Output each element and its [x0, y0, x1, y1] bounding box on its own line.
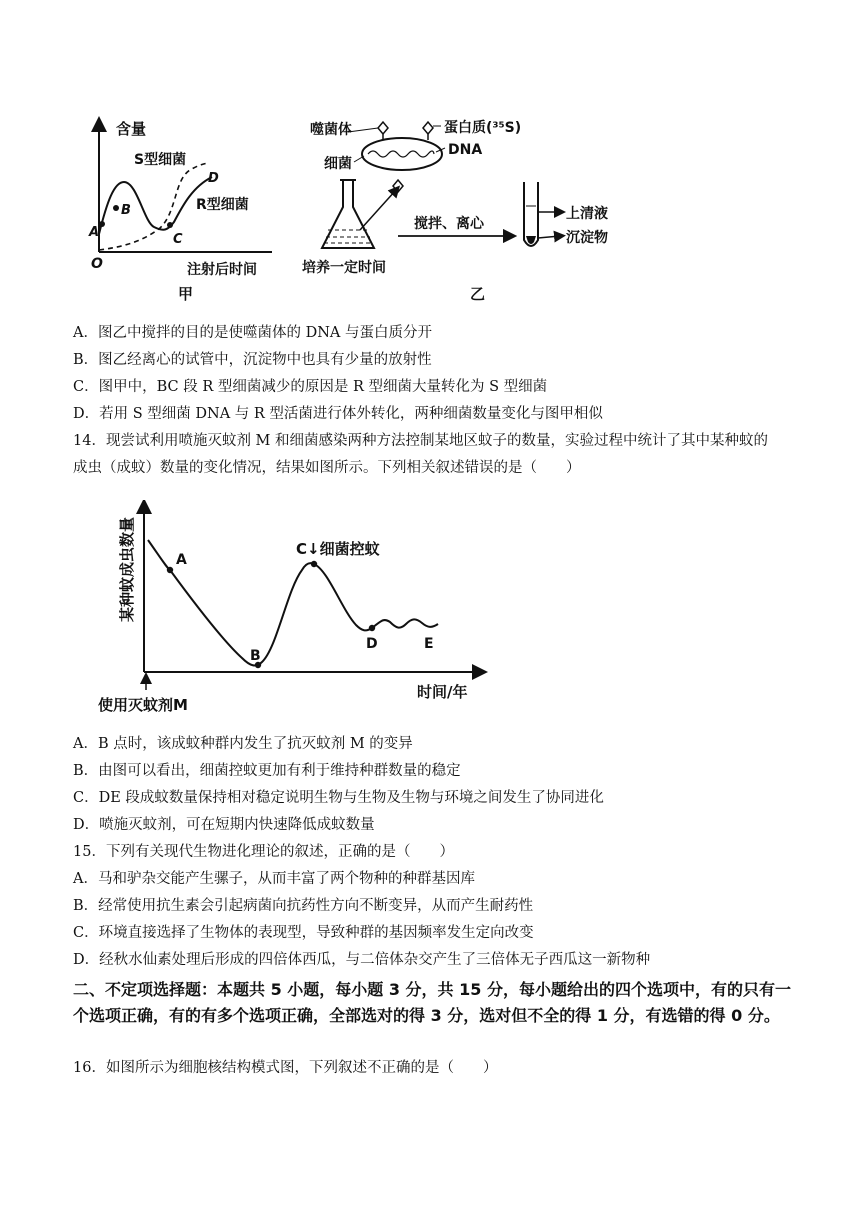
- point-c: [167, 222, 173, 228]
- point-b: [113, 205, 119, 211]
- label-d: D: [208, 171, 219, 186]
- phage-icon: [378, 122, 388, 140]
- process-label: 搅拌、离心: [414, 216, 484, 232]
- y-axis-label: 含量: [116, 120, 147, 138]
- label-c: C: [173, 232, 183, 247]
- q14-option-b: B．由图可以看出，细菌控蚊更加有利于维持种群数量的稳定: [73, 763, 461, 779]
- x-axis-label: 时间/年: [417, 683, 468, 701]
- point-a: [167, 567, 173, 573]
- point-a: [99, 221, 105, 227]
- figure-14: [92, 500, 492, 718]
- section-2-heading: 二、不定项选择题：本题共 5 小题，每小题 3 分，共 15 分，每小题给出的四个选项中，有的只有一个选项正确，有的有多个选项正确，全部选对的得 3 分，选对但不全的得 1 分，有选错的得 0 分。: [73, 980, 791, 1025]
- q15-option-a: A．马和驴杂交能产生骡子，从而丰富了两个物种的种群基因库: [73, 871, 475, 887]
- culture-label: 培养一定时间: [302, 260, 386, 276]
- q16-stem: 16．如图所示为细胞核结构模式图，下列叙述不正确的是（ ）: [73, 1060, 498, 1076]
- q15-option-c: C．环境直接选择了生物体的表现型，导致种群的基因频率发生定向改变: [73, 925, 534, 941]
- protein-label: 蛋白质(³⁵S): [444, 120, 522, 136]
- point-d: [369, 625, 375, 631]
- q15-stem: 15．下列有关现代生物进化理论的叙述，正确的是（ ）: [73, 844, 454, 860]
- label-b: B: [250, 648, 261, 664]
- q14-stem-line-2: 成虫（成蚊）数量的变化情况，结果如图所示。下列相关叙述错误的是（ ）: [73, 460, 581, 476]
- label-d: D: [366, 636, 378, 652]
- q15-option-d: D．经秋水仙素处理后形成的四倍体西瓜，与二倍体杂交产生了三倍体无子西瓜这一新物种: [73, 952, 651, 968]
- point-c: [311, 561, 317, 567]
- dna-strand: [368, 151, 434, 157]
- q13-option-a: A．图乙中搅拌的目的是使噬菌体的 DNA 与蛋白质分开: [73, 325, 432, 341]
- q13-option-b: B．图乙经离心的试管中，沉淀物中也具有少量的放射性: [73, 352, 432, 368]
- label-a: A: [176, 552, 187, 568]
- q13-option-d: D．若用 S 型细菌 DNA 与 R 型活菌进行体外转化，两种细菌数量变化与图甲相似: [73, 406, 603, 422]
- q14-option-c: C．DE 段成蚊数量保持相对稳定说明生物与生物及生物与环境之间发生了协同进化: [73, 790, 604, 806]
- label-a: A: [89, 225, 100, 240]
- label-e: E: [424, 636, 434, 652]
- label-b: B: [121, 203, 131, 218]
- s-curve-label: S型细菌: [134, 152, 187, 168]
- figure-jia: [82, 112, 292, 307]
- q14-option-d: D．喷施灭蚊剂，可在短期内快速降低成蚊数量: [73, 817, 375, 833]
- supernatant-label: 上清液: [566, 206, 608, 222]
- figure-yi: [298, 112, 658, 307]
- caption-yi: 乙: [470, 285, 486, 303]
- start-label: 使用灭蚊剂M: [98, 696, 188, 714]
- phage-icon-3: [393, 180, 403, 192]
- bacteria-label: 细菌: [324, 156, 352, 172]
- r-curve-label: R型细菌: [196, 197, 249, 213]
- q14-option-a: A．B 点时，该成蚊种群内发生了抗灭蚊剂 M 的变异: [73, 736, 413, 752]
- bacterium-cell: [362, 138, 442, 170]
- caption-jia: 甲: [178, 285, 194, 303]
- phage-label: 噬菌体: [310, 122, 352, 138]
- phage-icon-2: [423, 122, 433, 140]
- x-axis-label: 注射后时间: [187, 262, 257, 278]
- q14-stem-line-1: 14．现尝试利用喷施灭蚊剂 M 和细菌感染两种方法控制某地区蚊子的数量，实验过程中统计了其中某种蚊的: [73, 433, 769, 449]
- dna-label: DNA: [448, 142, 483, 158]
- population-curve: [148, 540, 438, 665]
- flask-arrow: [360, 190, 396, 230]
- precipitate-label: 沉淀物: [566, 230, 608, 246]
- origin-label: O: [91, 256, 103, 272]
- q13-option-c: C．图甲中，BC 段 R 型细菌减少的原因是 R 型细菌大量转化为 S 型细菌: [73, 379, 548, 395]
- y-axis-label: 某种蚊成虫数量: [118, 516, 136, 622]
- label-c: C↓细菌控蚊: [296, 540, 380, 558]
- q15-option-b: B．经常使用抗生素会引起病菌向抗药性方向不断变异，从而产生耐药性: [73, 898, 534, 914]
- flask-icon: [322, 180, 374, 248]
